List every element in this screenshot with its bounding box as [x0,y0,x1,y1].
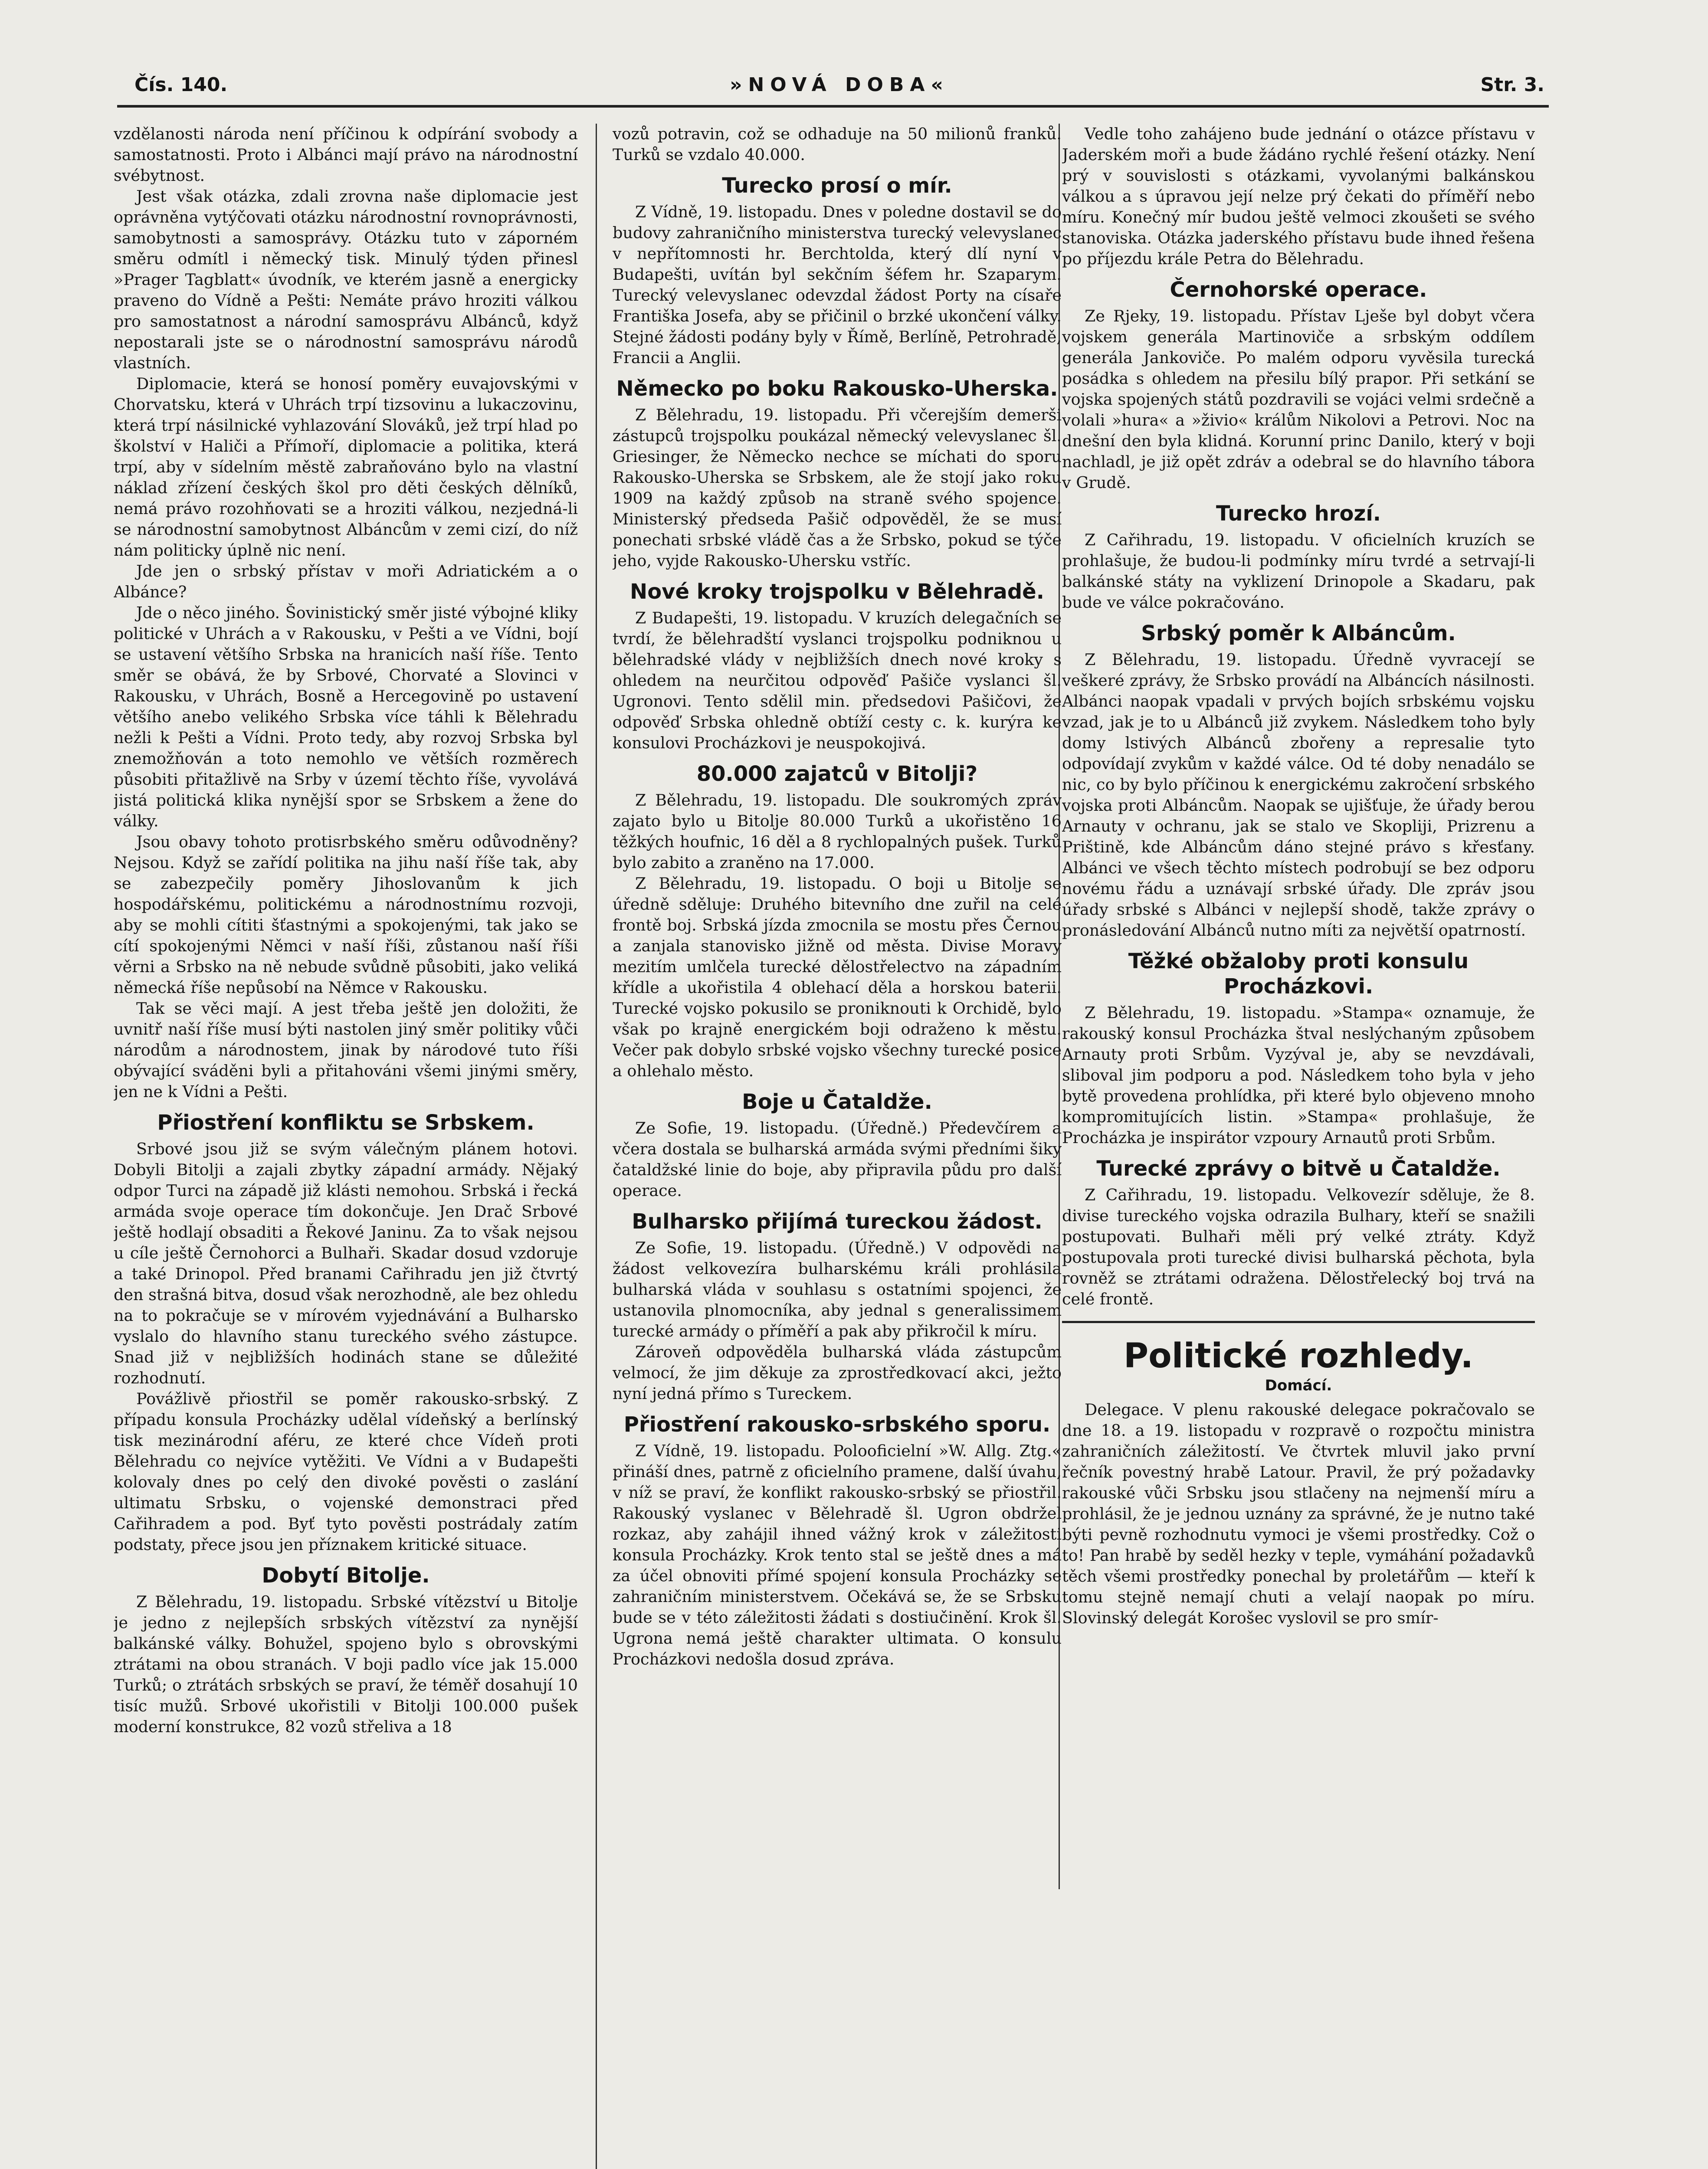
paragraph: Jest však otázka, zdali zrovna naše diplomacie jest oprávněna vytýčovati otázku národnostní rovnoprávnosti, samobytnosti a samosprávy. Otázku tuto v záporném směru odmítl i německý tisk. Minulý týden přinesl »Prager Tagblatt« úvodník, ve kterém jasně a energicky praveno do Vídně a Pešti: Nemáte právo hroziti válkou pro samostatnost a národní samosprávu Albánců, když nepostarali jste se o národnostní samosprávu národů vlastních. [114,187,578,372]
paragraph: Z Vídně, 19. listopadu. Polooficielní »W. Allg. Ztg.« přináší dnes, patrně z oficielního pramene, další úvahu, v níž se praví, že konflikt rakousko-srbský se přiostřil. Rakouský vyslanec v Bělehradě šl. Ugron obdržel rozkaz, aby zahájil ihned vážný krok v záležitosti konsula Procházky. Krok tento stal se ještě dnes a má za účel obnoviti přímé spojení konsula Procházky se zahraničním ministerstvem. Očekává se, že se Srbsku bude se v této záležitosti žádati s dostiučinění. Krok šl. Ugrona nemá ještě charakter ultimata. O konsulu Procházkovi nedošla dosud zpráva. [613,1442,1062,1668]
paragraph: Z Bělehradu, 19. listopadu. »Stampa« oznamuje, že rakouský konsul Procházka štval neslýchaným způsobem Arnauty proti Srbům. Vyzýval je, aby se nevzdávali, sliboval jim podporu a pod. Následkem toho byla v jeho bytě provedena prohlídka, při které bylo objeveno mnoho kompromitujících listin. »Stampa« prohlašuje, že Procházka je inspirátor vzpoury Arnautů proti Srbům. [1062,1003,1535,1147]
paragraph: Ze Sofie, 19. listopadu. (Úředně.) V odpovědi na žádost velkovezíra bulharskému králi prohlásila bulharská vláda v souhlasu s ostatními spojenci, že ustanovila plnomocníka, aby jednal s generalissimem turecké armády o příměří a pak aby přikročil k míru. [613,1238,1062,1340]
section-divider [1062,1321,1535,1323]
paragraph: Z Bělehradu, 19. listopadu. Dle soukromých zpráv zajato bylo u Bitolje 80.000 Turků a ukořistěno 16 těžkých houfnic, 16 děl a 8 rychlopalných pušek. Turků bylo zabito a zraněno na 17.000. [613,791,1062,872]
paragraph: Delegace. V plenu rakouské delegace pokračovalo se dne 18. a 19. listopadu v rozpravě o rozpočtu ministra zahraničních záležitostí. Ve čtvrtek mluvil jako první řečník povestný hrabě Latour. Pravil, že prý požadavky rakouské vůči Srbsku jsou stlačeny na nejmenší míru a prohlásil, že je jednou uznány za správné, že je nutno také býti pevně rozhodnutu vymoci je všemi prostředky. Což o to! Pan hrabě by seděl hezky v teple, vymáhání požadavků těch všemi prostředky ponechal by proletářům — kteří k tomu stejně nemají chuti a velají naopak po míru. Slovinský delegát Korošec vyslovil se pro smír- [1062,1400,1535,1627]
column-2 [613,124,1062,2169]
paragraph: Z Bělehradu, 19. listopadu. Úředně vyvracejí se veškeré zprávy, že Srbsko provádí na Albáncích násilnosti. Albánci naopak vpadali v prvých bojích srbskému vojsku vzad, jak je to u Albánců již zvykem. Následkem toho byly domy lstivých Albánců zbořeny a represalie tyto odpovídají zvykům v každé válce. Od té doby nenadálo se nic, co by bylo příčinou k energickému zakročení srbského vojska proti Albáncům. Naopak se ujišťuje, že úřady berou Arnauty v ochranu, jak se stalo ve Skopliji, Prizrenu a Prištině, kde Albáncům dáno stejné právo s křesťany. Albánci ve všech těchto místech podrobují se bez odporu novému řádu a uznávají srbské úřady. Dle zpráv jsou úřady srbské s Albánci v nejlepší shodě, takže zprávy o pronásledování Albánců nutno míti za největší opatrností. [1062,650,1535,940]
article-headline: Bulharsko přijímá tureckou žádost. [632,1209,1043,1234]
article-headline: Nové kroky trojspolku v Bělehradě. [630,580,1044,604]
article-headline: Boje u Čataldže. [742,1090,932,1114]
newspaper-title: »NOVÁ DOBA« [730,74,949,96]
page-number: Str. 3. [1480,74,1544,96]
section-title: Politické rozhledy. [1123,1337,1474,1376]
paragraph: vzdělanosti národa není příčinou k odpírání svobody a samostatnosti. Proto i Albánci mají právo na národnostní svébytnost. [114,125,578,185]
article-headline: Černohorské operace. [1170,278,1427,302]
article-headline: Přiostření rakousko-srbského sporu. [623,1412,1051,1437]
paragraph: Zároveň odpověděla bulharská vláda zástupcům velmocí, že jim děkuje za zprostředkovací akci, ježto nyní jedná přímo s Tureckem. [613,1343,1062,1403]
paragraph: Jde jen o srbský přístav v moři Adriatickém a o Albánce? [114,562,578,601]
paragraph: Ze Rjeky, 19. listopadu. Přístav Lješe byl dobyt včera vojskem generála Martinoviče a srbským oddílem generála Jankoviče. Po malém odporu vyvěsila turecká posádka s ohledem na přesilu bílý prapor. Při setkání se vojska spojených států pozdravili se vojáci velmi srdečně a volali »hura« a »živio« králům Nikolovi a Petrovi. Noc na dnešní den byla klidná. Korunní princ Danilo, který v boji nachladl, je již opět zdráv a odebral se do hlavního tábora v Grudě. [1062,307,1535,492]
article-headline: Německo po boku Rakousko-Uherska. [616,377,1058,401]
column-divider [596,124,597,2169]
paragraph: Diplomacie, která se honosí poměry euvajovskými v Chorvatsku, která v Uhrách trpí tizsovinu a lukaczovinu, která trpí násilnické vyhlazování Slováků, jež trpí hlad po školství v Haliči a Přímoří, diplomacie a politika, která trpí, aby v sídelním městě zabraňováno bylo na vlastní náklad zřízení českých škol pro děti českých dělníků, nemá právo rozohňovati se a hroziti válkou, nezjedná-li se národnostní samobytnost Albáncům v zemi cizí, do níž nám politicky úplně nic není. [114,374,578,560]
page-header [134,65,1544,106]
paragraph: Z Bělehradu, 19. listopadu. Srbské vítězství u Bitolje je jedno z nejlepších srbských vítězství za nynější balkánské války. Bohužel, spojeno bylo s obrovskými ztrátami na obou stranách. V boji padlo více jak 15.000 Turků; o ztrátách srbských se praví, že téměř dosahují 10 tisíc mužů. Srbové ukořistili v Bitolji 100.000 pušek moderní konstrukce, 82 vozů střeliva a 18 [114,1592,578,1736]
article-headline: 80.000 zajatců v Bitolji? [696,762,978,786]
paragraph: Z Bělehradu, 19. listopadu. Při včerejším demerši zástupců trojspolku poukázal německý velevyslanec šl. Griesinger, že Německo nechce se míchati do sporu Rakousko-Uherska se Srbskem, ale že stojí jako roku 1909 na každý způsob na straně svého spojence. Ministerský předseda Pašič odpověděl, že se musí ponechati srbské vládě čas a že Srbsko, pokud se týče jeho, vyjde Rakousko-Uhersku vstříc. [613,406,1062,570]
paragraph: Srbové jsou již se svým válečným plánem hotovi. Dobyli Bitolji a zajali zbytky západní armády. Nějaký odpor Turci na západě již klásti nemohou. Srbská i řecká armáda svoje operace tím dokončuje. Jen Drač Srbové ještě hodlají obsaditi a Řekové Janinu. Za to však nejsou u cíle ještě Černohorci a Bulhaři. Skadar dosud vzdoruje a také Drinopol. Před branami Cařihradu jen již čtvrtý den strašná bitva, dosud však nerozhodně, ale bez ohledu na to pokračuje se v mírovém vyjednávání a Bulharsko vyslalo do hlavního stanu tureckého svého zástupce. Snad již v nejbližších hodinách stane se důležité rozhodnutí. [114,1140,578,1387]
paragraph: Z Cařihradu, 19. listopadu. V oficielních kruzích se prohlašuje, že budou-li podmínky míru tvrdé a setrvají-li balkánské státy na vyklizení Drinopole a Skadaru, pak bude ve válce pokračováno. [1062,531,1535,612]
paragraph: Jsou obavy tohoto protisrbského směru odůvodněny? Nejsou. Když se zařídí politika na jihu naší říše tak, aby se zabezpečily poměry Jihoslovanům k jich hospodářskému, politickému a národnostnímu rozvoji, aby se mohli cítiti šťastnými a spokojenými, tak jako se cítí spokojenými Němci v naší říši, zůstanou naší říši věrni a Srbsko na ně nebude svůdně působiti, jako veliká německá říše nepůsobí na Němce v Rakousku. [114,832,578,997]
section-subtitle: Domácí. [1265,1377,1332,1394]
column-3 [1062,124,1535,2169]
article-headline: Dobytí Bitolje. [262,1563,430,1588]
paragraph: Tak se věci mají. A jest třeba ještě jen doložiti, že uvnitř naší říše musí býti nastolen jiný směr politiky vůči národům a národnostem, jinak by národové tuto říši obývající sváděni byli a přitahováni všemi jinými směry, jen ne k Vídni a Pešti. [114,999,578,1101]
paragraph: Z Vídně, 19. listopadu. Dnes v poledne dostavil se do budovy zahraničního ministerstva turecký velevyslanec v nepřítomnosti hr. Berchtolda, který dlí nyní v Budapešti, uvítán byl sekčním šéfem hr. Szaparym. Turecký velevyslanec odevzdal žádost Porty na císaře Františka Josefa, aby se přičinil o brzké ukončení války. Stejné žádosti podány byly v Římě, Berlíně, Petrohradě, Francii a Anglii. [613,203,1062,367]
paragraph: Vedle toho zahájeno bude jednání o otázce přístavu v Jaderském moři a bude žádáno rychlé řešení otázky. Není prý v souvislosti s otázkami, vyvolanými balkánskou válkou a s úpravou její nelze prý čekati do příměří nebo míru. Konečný mír budou ještě velmoci zkoušeti se svého stanoviska. Otázka jaderského přístavu bude ihned řešena po příjezdu krále Petra do Bělehradu. [1062,125,1535,268]
article-headline: Těžké obžaloby proti konsulu Procházkovi. [1128,949,1469,999]
paragraph: Ze Sofie, 19. listopadu. (Úředně.) Předevčírem a včera dostala se bulharská armáda svými předními šiky čataldžské linie do boje, aby připravila půdu pro další operace. [613,1119,1062,1200]
issue-number: Čís. 140. [134,74,228,96]
article-headline: Turecko hrozí. [1216,501,1381,526]
paragraph: Povážlivě přiostřil se poměr rakousko-srbský. Z případu konsula Procházky udělal vídeňský a berlínský tisk mezinárodní aféru, ze které chce Vídeň proti Bělehradu co nejvíce vytěžiti. Ve Vídni a v Budapešti kolovaly dnes po celý den divoké pověsti o zaslání ultimatu Srbsku, o vojenské demonstraci před Cařihradem a pod. Byť tyto pověsti postrádaly zatím podstaty, přece jsou jen příznakem kritické situace. [114,1389,578,1554]
paragraph: vozů potravin, což se odhaduje na 50 milionů franků. Turků se vzdalo 40.000. [613,125,1062,164]
paragraph: Z Cařihradu, 19. listopadu. Velkovezír sděluje, že 8. divise tureckého vojska odrazila Bulhary, kteří se snažili postupovati. Bulhaři měli prý velké ztráty. Když postupovala proti turecké divisi bulharská pěchota, byla rovněž se ztrátami odražena. Dělostřelecký boj trvá na celé frontě. [1062,1186,1535,1308]
article-headline: Turecké zprávy o bitvě u Čataldže. [1096,1157,1501,1181]
paragraph: Z Bělehradu, 19. listopadu. O boji u Bitolje se úředně sděluje: Druhého bitevního dne zuřil na celé frontě boj. Srbská jízda zmocnila se mostu přes Černou a zanjala stanovisko jižně od města. Divise Moravy mezitím umlčela turecké dělostřelectvo na západním křídle a ukořistila 4 oblehací děla a horskou baterii. Turecké vojsko pokusilo se proniknouti k Orchidě, bylo však po krajně energickém boji odraženo k městu. Večer pak dobylo srbské vojsko všechny turecké posice a ohlehalo město. [613,874,1062,1080]
header-rule [117,105,1549,108]
article-headline: Přiostření konfliktu se Srbskem. [157,1111,534,1135]
article-headline: Srbský poměr k Albáncům. [1141,621,1456,645]
article-headline: Turecko prosí o mír. [722,174,952,198]
paragraph: Jde o něco jiného. Šovinistický směr jisté výbojné kliky politické v Uhrách a v Rakousku, v Pešti a ve Vídni, bojí se ustavení většího Srbska na hranicích naší říše. Tento směr se obává, že by Srbové, Chorvaté a Slovinci v Rakousku, v Uhrách, Bosně a Hercegovině po ustavení většího anebo velikého Srbska více táhli k Bělehradu nežli k Pešti a Vídni. Proto tedy, aby rozvoj Srbska byl znemožňován a toto nemohlo ve větších rozměrech působiti přitažlivě na Srby v území těchto říše, vyvolává jistá politická klika nynější spor se Srbskem a žene do války. [114,603,578,830]
paragraph: Z Budapešti, 19. listopadu. V kruzích delegačních se tvrdí, že bělehradští vyslanci trojspolku podniknou u bělehradské vlády v nejbližších dnech nové kroky s ohledem na neurčitou odpověď Pašiče vyslanci šl. Ugronovi. Tento sdělil min. předsedovi Pašičovi, že odpověď Srbska ohledně obtíží cesty c. k. kurýra ke konsulovi Procházkovi je neuspokojivá. [613,609,1062,752]
column-1 [114,124,578,2169]
